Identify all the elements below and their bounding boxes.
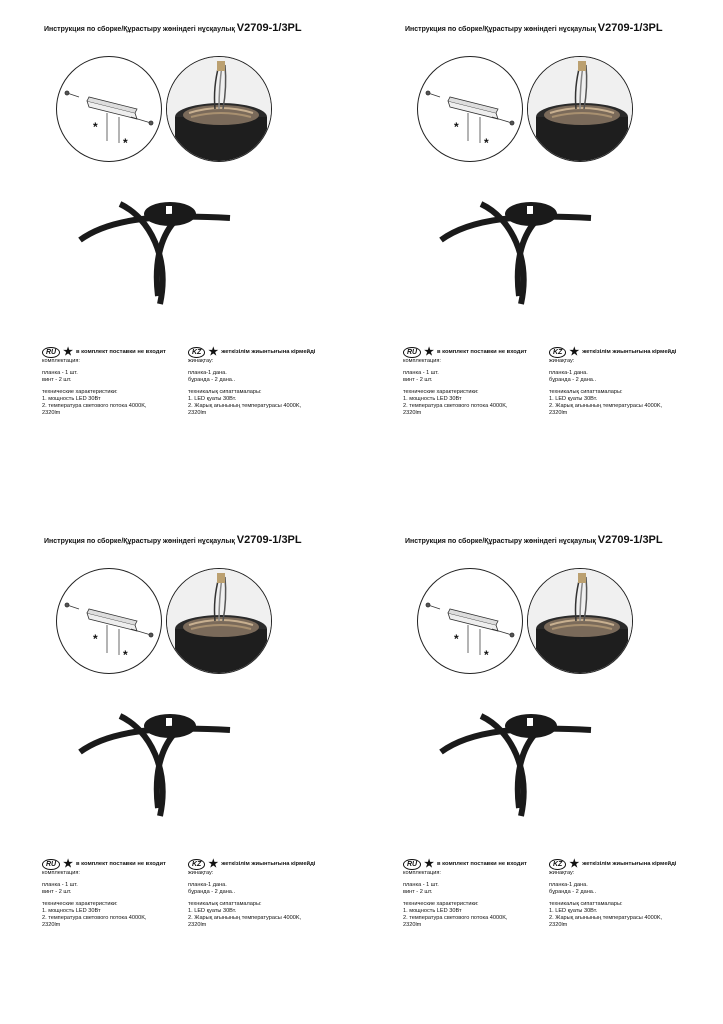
kit-item: бұранда - 2 дана..	[188, 377, 236, 383]
kit-item: планка-1 дана.	[188, 882, 227, 888]
spec-line: 1. мощность LED 30Вт	[403, 396, 462, 402]
svg-text:*: *	[93, 120, 98, 134]
spec-line: 2. температура светового потока 4000K,	[42, 403, 147, 409]
kit-item: бұранда - 2 дана..	[549, 377, 597, 383]
instruction-sheet-bottom-left	[0, 512, 361, 1024]
kit-item: планка - 1 шт.	[42, 882, 78, 888]
star-icon: ★	[63, 346, 73, 358]
kit-label: жинақтау:	[549, 870, 575, 876]
spec-line: 2320lm	[188, 922, 207, 928]
kit-item: планка-1 дана.	[549, 882, 588, 888]
lamp-icon	[431, 700, 611, 820]
page-title	[405, 22, 663, 34]
svg-text:*: *	[123, 648, 128, 662]
star-icon: ★	[63, 858, 73, 870]
ru-info-block	[42, 859, 182, 929]
spec-line: 2. Жарық ағынының температурасы 4000K,	[188, 915, 302, 921]
kit-item: планка - 1 шт.	[403, 370, 439, 376]
spec-line: 1. мощность LED 30Вт	[42, 908, 101, 914]
star-icon: ★	[208, 346, 219, 358]
specs-label: техникалық сипаттамалары:	[188, 901, 262, 907]
canopy-detail-circle	[166, 56, 272, 162]
kit-item: винт - 2 шт.	[42, 377, 72, 383]
not-included-note: жеткізілім жиынтығына кірмейді	[221, 861, 316, 867]
star-icon: ★	[424, 858, 434, 870]
spec-line: 2. Жарық ағынының температурасы 4000K,	[549, 403, 663, 409]
canopy-detail-circle	[166, 568, 272, 674]
spec-line: 2. температура светового потока 4000K,	[42, 915, 147, 921]
spec-line: 2320lm	[42, 410, 61, 416]
not-included-note: в комплект поставки не входит	[437, 861, 527, 867]
spec-line: 2320lm	[549, 410, 568, 416]
specs-label: технические характеристики:	[403, 901, 479, 907]
kit-item: бұранда - 2 дана..	[188, 889, 236, 895]
spec-line: 2320lm	[42, 922, 61, 928]
ru-badge: RU	[403, 859, 421, 870]
kit-item: планка - 1 шт.	[403, 882, 439, 888]
lamp-illustration	[70, 188, 250, 308]
specs-label: техникалық сипаттамалары:	[188, 389, 262, 395]
lamp-icon	[70, 188, 250, 308]
lamp-icon	[431, 188, 611, 308]
mounting-bracket-illustration	[57, 569, 161, 673]
kz-info-block	[188, 347, 338, 417]
svg-text:*: *	[454, 120, 459, 134]
mounting-bracket-illustration	[418, 569, 522, 673]
not-included-note: в комплект поставки не входит	[437, 349, 527, 355]
not-included-note: жеткізілім жиынтығына кірмейді	[582, 349, 677, 355]
mounting-bracket-illustration	[418, 57, 522, 161]
instruction-sheet-bottom-right	[361, 512, 722, 1024]
kit-label: жинақтау:	[188, 870, 214, 876]
kit-label: комплектация:	[42, 870, 80, 876]
svg-text:*: *	[93, 632, 98, 646]
model-number: V2709-1/3PL	[597, 22, 663, 34]
lamp-illustration	[431, 188, 611, 308]
canopy-detail-circle	[527, 56, 633, 162]
mounting-detail-circle	[56, 56, 162, 162]
lamp-icon	[70, 700, 250, 820]
ru-badge: RU	[403, 347, 421, 358]
kit-item: планка - 1 шт.	[42, 370, 78, 376]
spec-line: 2. Жарық ағынының температурасы 4000K,	[188, 403, 302, 409]
ru-info-block	[403, 859, 543, 929]
kit-label: комплектация:	[42, 358, 80, 364]
star-icon: ★	[208, 858, 219, 870]
canopy-icon	[528, 569, 632, 673]
kz-badge: KZ	[188, 347, 205, 358]
kit-label: комплектация:	[403, 870, 441, 876]
spec-line: 1. LED қуаты 30Вт.	[549, 396, 598, 402]
spec-line: 2320lm	[403, 922, 422, 928]
spec-line: 2320lm	[549, 922, 568, 928]
lamp-illustration	[70, 700, 250, 820]
kit-label: жинақтау:	[549, 358, 575, 364]
specs-label: технические характеристики:	[403, 389, 479, 395]
kit-item: винт - 2 шт.	[42, 889, 72, 895]
star-icon: ★	[569, 858, 580, 870]
canopy-icon	[528, 57, 632, 161]
mounting-detail-circle	[56, 568, 162, 674]
page-title	[44, 22, 302, 34]
ru-info-block	[42, 347, 182, 417]
spec-line: 1. мощность LED 30Вт	[42, 396, 101, 402]
specs-label: технические характеристики:	[42, 901, 118, 907]
title-text: Инструкция по сборке/Құрастыру жөніндегі нұсқаулық	[44, 538, 235, 545]
star-icon: ★	[424, 346, 434, 358]
not-included-note: жеткізілім жиынтығына кірмейді	[221, 349, 316, 355]
svg-text:*: *	[123, 136, 128, 150]
kit-label: комплектация:	[403, 358, 441, 364]
ru-info-block	[403, 347, 543, 417]
spec-line: 2. температура светового потока 4000K,	[403, 915, 508, 921]
spec-line: 1. LED қуаты 30Вт.	[188, 908, 237, 914]
instruction-sheet-top-right	[361, 0, 722, 512]
kit-item: винт - 2 шт.	[403, 377, 433, 383]
specs-label: технические характеристики:	[42, 389, 118, 395]
title-text: Инструкция по сборке/Құрастыру жөніндегі нұсқаулық	[405, 26, 596, 33]
model-number: V2709-1/3PL	[236, 534, 302, 546]
model-number: V2709-1/3PL	[597, 534, 663, 546]
kz-info-block	[549, 859, 699, 929]
canopy-icon	[167, 569, 271, 673]
svg-text:*: *	[454, 632, 459, 646]
page-title	[44, 534, 302, 546]
svg-text:*: *	[484, 648, 489, 662]
canopy-icon	[167, 57, 271, 161]
kit-item: бұранда - 2 дана..	[549, 889, 597, 895]
spec-line: 1. LED қуаты 30Вт.	[549, 908, 598, 914]
mounting-detail-circle	[417, 56, 523, 162]
spec-line: 1. LED қуаты 30Вт.	[188, 396, 237, 402]
ru-badge: RU	[42, 347, 60, 358]
kit-item: планка-1 дана.	[188, 370, 227, 376]
spec-line: 2320lm	[403, 410, 422, 416]
spec-line: 2320lm	[188, 410, 207, 416]
star-icon: ★	[569, 346, 580, 358]
mounting-detail-circle	[417, 568, 523, 674]
not-included-note: в комплект поставки не входит	[76, 861, 166, 867]
spec-line: 1. мощность LED 30Вт	[403, 908, 462, 914]
title-text: Инструкция по сборке/Құрастыру жөніндегі нұсқаулық	[405, 538, 596, 545]
kit-item: винт - 2 шт.	[403, 889, 433, 895]
canopy-detail-circle	[527, 568, 633, 674]
kz-badge: KZ	[549, 347, 566, 358]
kz-badge: KZ	[188, 859, 205, 870]
not-included-note: в комплект поставки не входит	[76, 349, 166, 355]
kz-info-block	[188, 859, 338, 929]
kz-info-block	[549, 347, 699, 417]
instruction-sheet-top-left	[0, 0, 361, 512]
model-number: V2709-1/3PL	[236, 22, 302, 34]
not-included-note: жеткізілім жиынтығына кірмейді	[582, 861, 677, 867]
kit-label: жинақтау:	[188, 358, 214, 364]
ru-badge: RU	[42, 859, 60, 870]
kit-item: планка-1 дана.	[549, 370, 588, 376]
mounting-bracket-illustration	[57, 57, 161, 161]
lamp-illustration	[431, 700, 611, 820]
specs-label: техникалық сипаттамалары:	[549, 901, 623, 907]
title-text: Инструкция по сборке/Құрастыру жөніндегі нұсқаулық	[44, 26, 235, 33]
page-title	[405, 534, 663, 546]
spec-line: 2. Жарық ағынының температурасы 4000K,	[549, 915, 663, 921]
spec-line: 2. температура светового потока 4000K,	[403, 403, 508, 409]
svg-text:*: *	[484, 136, 489, 150]
kz-badge: KZ	[549, 859, 566, 870]
specs-label: техникалық сипаттамалары:	[549, 389, 623, 395]
